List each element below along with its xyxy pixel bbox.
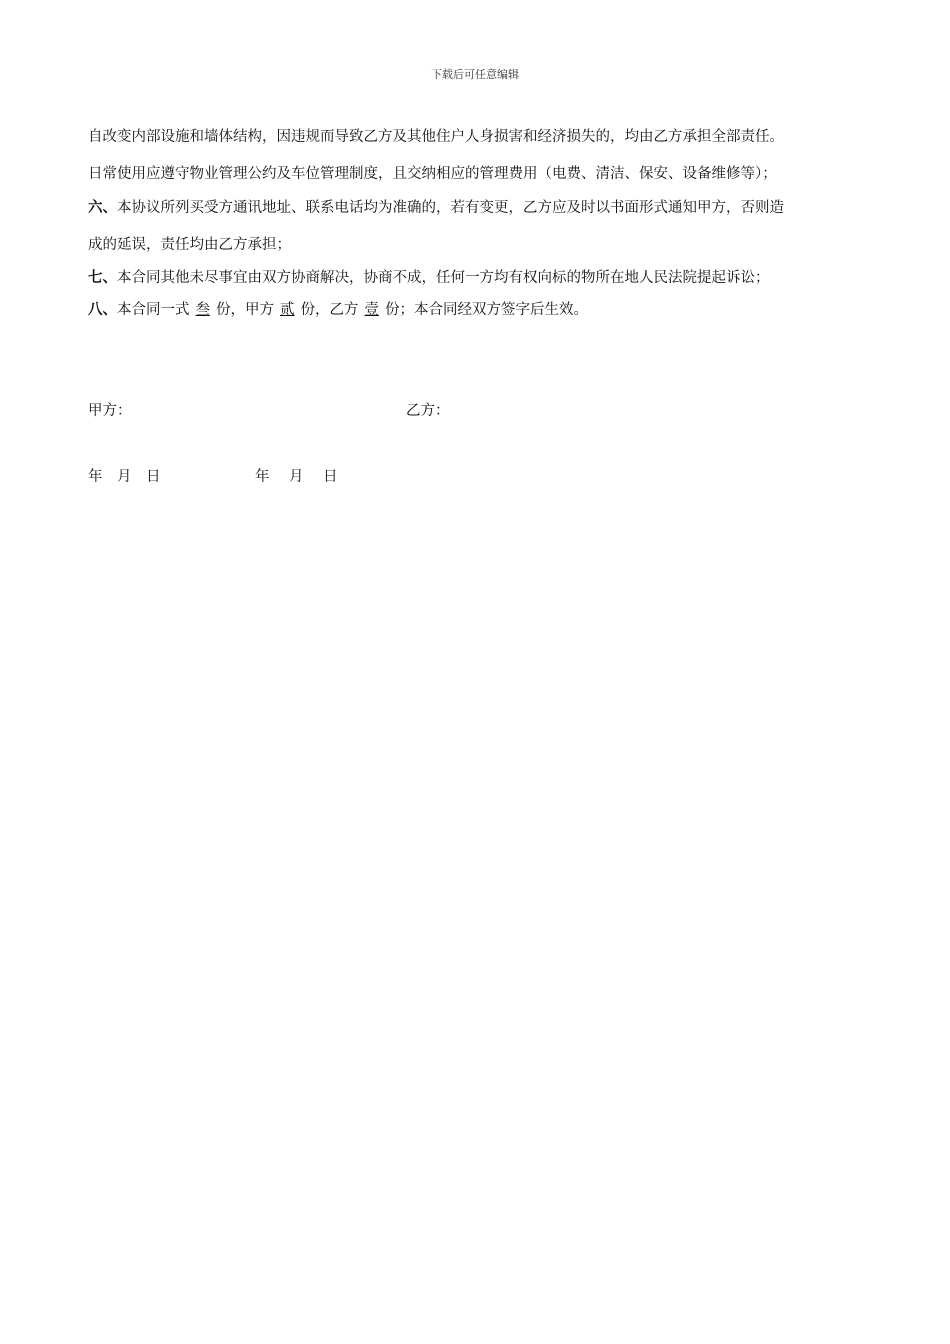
- clause-6-text: 本协议所列买受方通讯地址、联系电话均为准确的，若有变更，乙方应及时以书面形式通知甲方，否则造: [117, 200, 784, 216]
- paragraph-line-2: 日常使用应遵守物业管理公约及车位管理制度，且交纳相应的管理费用（电费、清洁、保安、设备维修等）；: [88, 166, 777, 182]
- clause-8-text-3: 份，乙方: [300, 302, 359, 318]
- clause-6: [88, 198, 898, 218]
- date-b-day: 日: [323, 469, 338, 485]
- date-a-month: 月: [117, 469, 132, 485]
- copies-total: 叁: [195, 302, 210, 318]
- date-party-b: [255, 467, 338, 487]
- clause-7-number: 七、: [88, 269, 117, 286]
- date-party-a: [88, 467, 161, 487]
- date-a-day: 日: [146, 469, 161, 485]
- party-b-label: 乙方：: [406, 403, 450, 419]
- date-b-month: 月: [289, 469, 304, 485]
- page-header: 下载后可任意编辑: [431, 68, 519, 81]
- date-a-year: 年: [88, 469, 103, 485]
- clause-8-number: 八、: [88, 301, 117, 318]
- clause-8-text-4: 份；本合同经双方签字后生效。: [385, 302, 588, 318]
- clause-6-number: 六、: [88, 199, 117, 216]
- copies-party-b: 壹: [364, 302, 379, 318]
- date-b-year: 年: [255, 469, 270, 485]
- party-a-label: 甲方：: [88, 403, 132, 419]
- copies-party-a: 贰: [280, 302, 295, 318]
- clause-8-text-2: 份，甲方: [216, 302, 274, 318]
- clause-7: [88, 268, 898, 288]
- clause-6-continued: 成的延误，责任均由乙方承担；: [88, 237, 291, 253]
- clause-8: [88, 300, 898, 320]
- paragraph-line-1: 自改变内部设施和墙体结构，因违规而导致乙方及其他住户人身损害和经济损失的，均由乙方承担全部责任。: [88, 129, 784, 145]
- clause-7-text: 本合同其他未尽事宜由双方协商解决，协商不成，任何一方均有权向标的物所在地人民法院提起诉讼；: [117, 270, 770, 286]
- clause-8-text-1: 本合同一式: [117, 302, 190, 318]
